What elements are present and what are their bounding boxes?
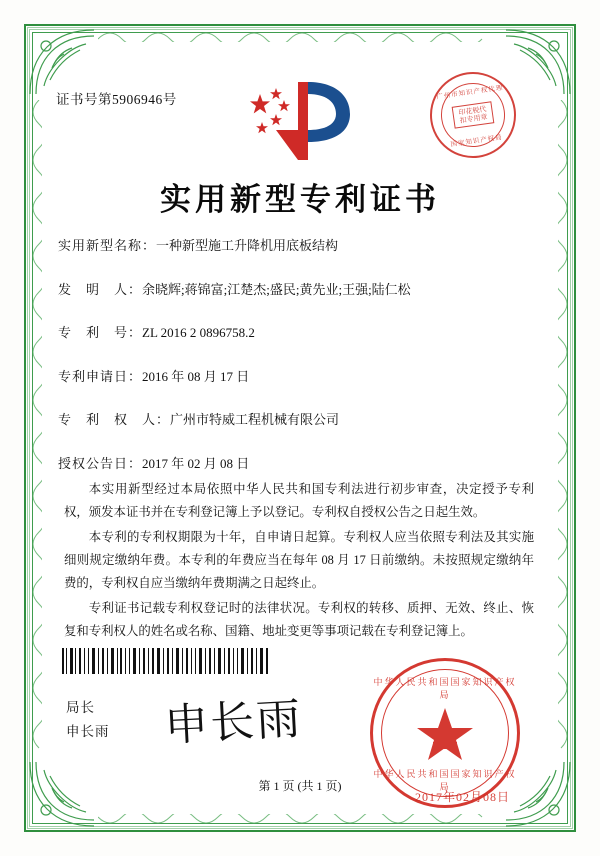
page-title: 实用新型专利证书 — [160, 182, 440, 217]
seal-date: 2017年02月08日 — [414, 790, 510, 804]
director-label: 局长 — [66, 700, 95, 715]
director-block — [66, 696, 110, 743]
field-row — [58, 410, 542, 430]
field-label: 专 利 号： — [58, 325, 143, 340]
tax-seal-arc-top: 广州市知识产权代理 — [435, 84, 504, 101]
legal-text-block — [64, 478, 534, 645]
handwritten-signature: 申长雨 — [163, 694, 304, 751]
legal-paragraph: 专利证书记载专利权登记时的法律状况。专利权的转移、质押、无效、终止、恢复和专利权人的姓名或名称、国籍、地址变更等事项记载在专利登记簿上。 — [64, 600, 534, 638]
seal-star-icon — [414, 702, 476, 764]
seal-arc-bottom: 中华人民共和国国家知识产权局 — [373, 769, 517, 792]
tax-stamp-seal — [424, 66, 521, 163]
field-value: 一种新型施工升降机用底板结构 — [156, 238, 339, 253]
barcode — [62, 648, 270, 674]
tax-seal-box-text: 印花税代扣专用章 — [452, 101, 495, 128]
field-label: 实用新型名称： — [58, 238, 157, 253]
field-value: 广州市特威工程机械有限公司 — [170, 412, 340, 427]
seal-arc-top: 中华人民共和国国家知识产权局 — [373, 677, 517, 700]
field-label: 专 利 权 人： — [58, 412, 171, 427]
page-footer: 第 1 页 (共 1 页) — [258, 779, 342, 793]
certificate-content — [46, 46, 554, 810]
field-value: ZL 2016 2 0896758.2 — [142, 325, 255, 340]
field-row — [58, 454, 542, 474]
legal-paragraph: 本实用新型经过本局依照中华人民共和国专利法进行初步审查，决定授予专利权，颁发本证书并在专利登记簿上予以登记。专利权自授权公告之日起生效。 — [64, 482, 534, 519]
field-row — [58, 367, 542, 387]
field-row — [58, 323, 542, 343]
field-label: 授权公告日： — [58, 455, 143, 471]
legal-paragraph: 本专利的专利权期限为十年，自申请日起算。专利权人应当依照专利法及其实施细则规定缴纳年费。本专利的年费应当在每年 08 月 17 日前缴纳。未按照规定缴纳年费的，专利权自应当缴纳年费期满之日起终止。 — [64, 529, 534, 590]
field-row — [58, 280, 542, 300]
sipo-logo-icon — [246, 76, 356, 166]
tax-seal-arc-bottom: 国家知识产权局 — [450, 134, 504, 149]
field-label: 发 明 人： — [58, 281, 143, 297]
edge-pattern-left — [26, 100, 42, 760]
certificate-number: 证书号第5906946号 — [56, 92, 177, 107]
fields-list — [58, 236, 542, 497]
field-value: 余晓辉;蒋锦富;江楚杰;盛民;黄先业;王强;陆仁松 — [142, 281, 411, 297]
field-value: 2016 年 08 月 17 日 — [142, 368, 250, 384]
director-name: 申长雨 — [66, 723, 110, 739]
edge-pattern-right — [558, 100, 574, 760]
field-row — [58, 236, 542, 256]
field-label: 专利申请日： — [58, 368, 143, 384]
edge-pattern-top — [98, 26, 502, 42]
edge-pattern-bottom — [98, 814, 502, 830]
field-value: 2017 年 02 月 08 日 — [142, 455, 250, 471]
